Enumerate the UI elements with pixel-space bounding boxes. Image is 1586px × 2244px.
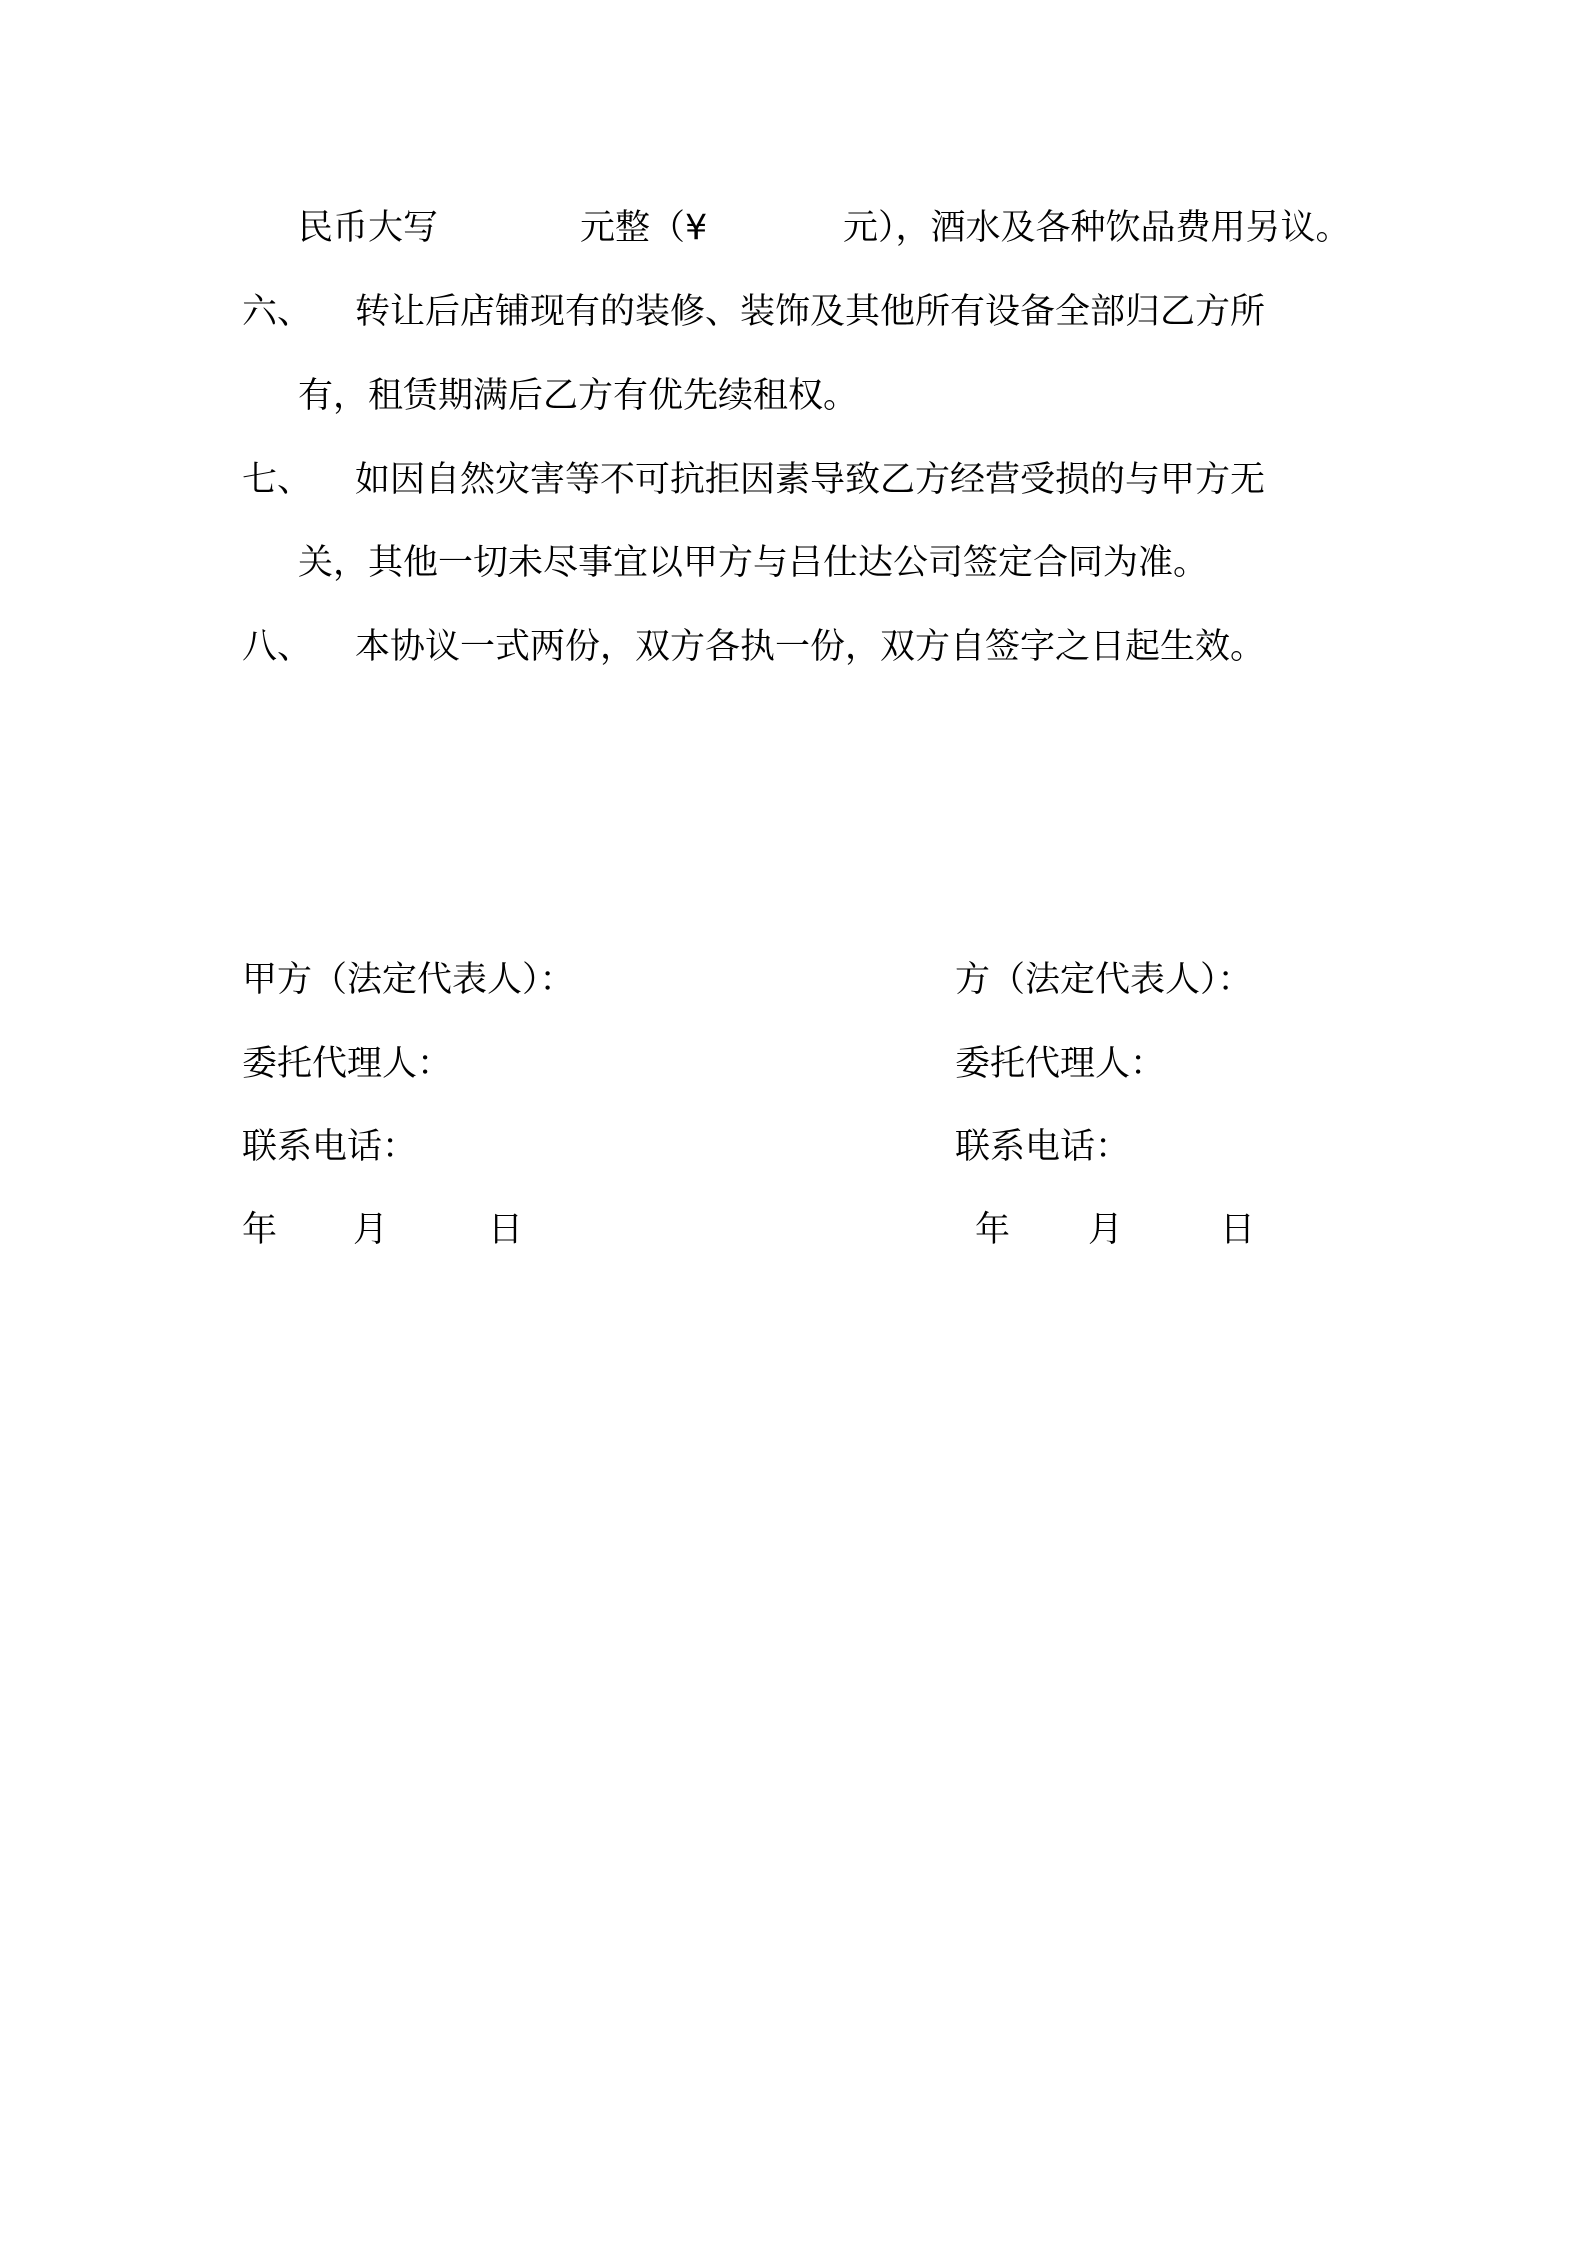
party-b-month: 月 — [1088, 1210, 1124, 1250]
clause-five-continuation — [298, 206, 438, 250]
clause-five-part2: 元整（¥ — [580, 208, 708, 248]
clause-seven-line2: 关，其他一切未尽事宜以甲方与吕仕达公司签定合同为准。 — [298, 543, 1209, 583]
party-a-representative: 甲方（法定代表人）： — [242, 960, 575, 1000]
clause-five-tail — [843, 206, 1351, 250]
party-b-phone: 联系电话： — [955, 1127, 1131, 1167]
clause-six-line2: 有，租赁期满后乙方有优先续租权。 — [298, 376, 859, 416]
party-a-agent: 委托代理人： — [242, 1044, 453, 1084]
party-b-agent: 委托代理人： — [955, 1044, 1166, 1084]
clause-six-line1: 转让后店铺现有的装修、装饰及其他所有设备全部归乙方所 — [355, 292, 1266, 332]
clause-six-number: 六、 — [242, 292, 313, 332]
clause-eight-number: 八、 — [242, 627, 313, 667]
clause-five-part1: 民币大写 — [298, 208, 439, 248]
clause-seven-line1: 如因自然灾害等不可抗拒因素导致乙方经营受损的与甲方无 — [355, 460, 1266, 500]
clause-five-amount — [580, 206, 707, 250]
party-a-month: 月 — [353, 1210, 389, 1250]
party-b-day: 日 — [1220, 1210, 1256, 1250]
party-a-phone: 联系电话： — [242, 1127, 418, 1167]
party-a-year: 年 — [242, 1210, 278, 1250]
clause-five-part3: 元），酒水及各种饮品费用另议。 — [843, 208, 1351, 248]
party-a-day: 日 — [488, 1210, 524, 1250]
party-b-year: 年 — [975, 1210, 1011, 1250]
clause-eight-line1: 本协议一式两份，双方各执一份，双方自签字之日起生效。 — [355, 627, 1266, 667]
party-b-representative: 方（法定代表人）： — [955, 960, 1253, 1000]
clause-seven-number: 七、 — [242, 460, 313, 500]
